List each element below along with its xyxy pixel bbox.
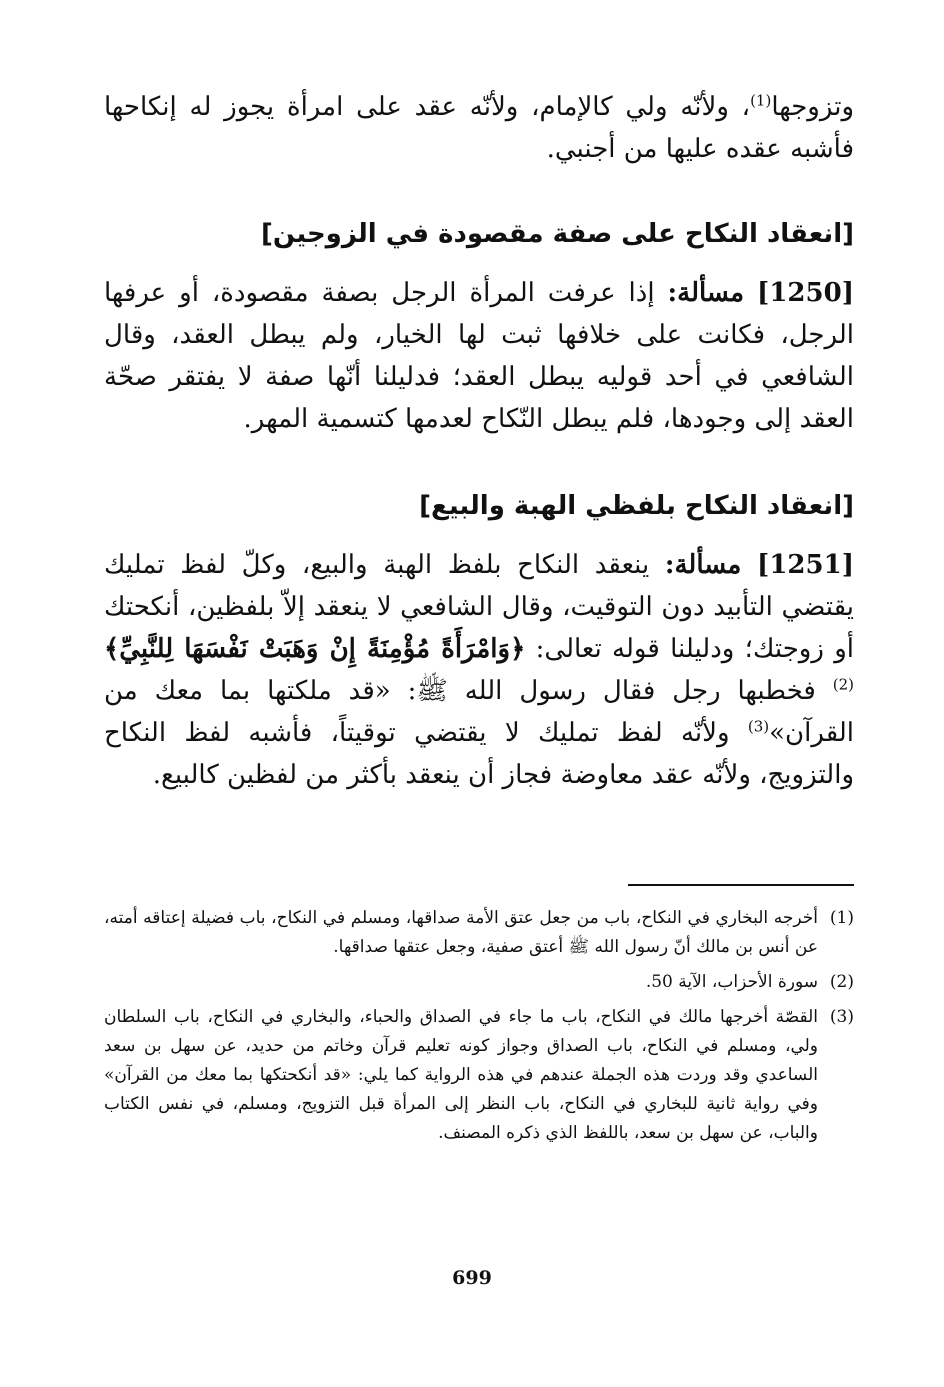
footnote-2 xyxy=(104,968,854,997)
footnote-ref-1: (1) xyxy=(750,91,772,110)
footnote-text: القصّة أخرجها مالك في النكاح، باب ما جاء في الصداق والحباء، والبخاري في النكاح، باب السلطان ولي، ومسلم في النكاح، باب الصداق وجواز كونه تعليم قرآن وخاتم من حديد، عن سهل بن سعد الساعدي وقد وردت هذه الجملة عندهم في هذه الرواية كما يلي: «قد أنكحتكها بما معك من القرآن» وفي رواية ثانية للبخاري في النكاح، باب النظر إلى المرأة قبل التزويج، ومسلم، في نفس الكتاب والباب، عن سهل بن سعد، باللفظ الذي ذكره المصنف. xyxy=(104,1007,818,1143)
footnote-ref-3: (3) xyxy=(747,717,770,736)
footnote-ref-2: (2) xyxy=(832,675,854,694)
masala-label: مسألة: xyxy=(664,550,742,580)
masala-text-c: ولأنّه لفظ تمليك لا يقتضي توقيتاً، فأشبه لفظ النكاح والتزويج، ولأنّه عقد معاوضة فجاز أن ينعقد بأكثر من لفظين كالبيع. xyxy=(104,718,854,790)
masala-number: [1250] xyxy=(757,278,855,308)
footnotes xyxy=(104,904,854,1154)
paragraph-1-text-a: وتزوجها xyxy=(771,92,854,122)
paragraph-masala-1250 xyxy=(104,272,854,440)
page-number: 699 xyxy=(452,1267,492,1289)
masala-label: مسألة: xyxy=(667,278,745,308)
footnote-3 xyxy=(104,1003,854,1148)
paragraph-1 xyxy=(104,86,854,170)
paragraph-1-text-b: ، ولأنّه ولي كالإمام، ولأنّه عقد على امرأة يجوز له إنكاحها فأشبه عقده عليها من أجنبي. xyxy=(104,92,854,164)
footnote-number: (2) xyxy=(829,972,854,992)
footnote-text: أخرجه البخاري في النكاح، باب من جعل عتق الأمة صداقها، ومسلم في النكاح، باب فضيلة إعتاقه أمته، عن أنس بن مالك أنّ رسول الله ﷺ أعتق صفية، وجعل عتقها صداقها. xyxy=(104,908,818,957)
masala-text-b: فخطبها رجل فقال رسول الله ﷺ: «قد ملكتها بما معك من القرآن» xyxy=(104,676,854,748)
masala-number: [1251] xyxy=(757,550,855,580)
section-heading-2: [انعقاد النكاح بلفظي الهبة والبيع] xyxy=(419,491,854,521)
masala-text: إذا عرفت المرأة الرجل بصفة مقصودة، أو عرفها الرجل، فكانت على خلافها ثبت لها الخيار، ولم يبطل العقد، وقال الشافعي في أحد قوليه يبطل العقد؛ فدليلنا أنّها صفة لا يفتقر صحّة العقد إلى وجودها، فلم يبطل النّكاح لعدمها كتسمية المهر. xyxy=(104,278,854,434)
footnote-number: (3) xyxy=(829,1007,854,1027)
masala-text-a: ينعقد النكاح بلفظ الهبة والبيع، وكلّ لفظ تمليك يقتضي التأبيد دون التوقيت، وقال الشافعي لا ينعقد إلاّ بلفظين، أنكحتك أو زوجتك؛ ودليلنا قوله تعالى: xyxy=(104,550,854,664)
footnote-1 xyxy=(104,904,854,962)
quran-verse: ﴿وَامْرَأَةً مُؤْمِنَةً إِنْ وَهَبَتْ نَفْسَهَا لِلنَّبِيِّ﴾ xyxy=(104,634,526,664)
footnote-number: (1) xyxy=(829,908,854,928)
footnote-text: سورة الأحزاب، الآية 50. xyxy=(645,972,818,992)
footnote-divider xyxy=(628,884,854,886)
main-text xyxy=(104,86,854,796)
paragraph-masala-1251 xyxy=(104,544,854,796)
section-heading-1: [انعقاد النكاح على صفة مقصودة في الزوجين] xyxy=(261,219,854,249)
